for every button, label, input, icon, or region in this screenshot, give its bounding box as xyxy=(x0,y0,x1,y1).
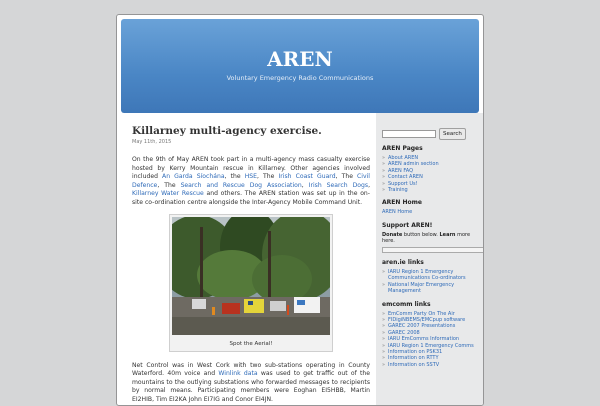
search-button[interactable]: Search xyxy=(439,128,466,140)
site-header xyxy=(121,19,479,113)
sidebar-emcomm-link[interactable]: Information on SSTV xyxy=(388,361,440,368)
widget-title: emcomm links xyxy=(382,300,431,308)
sidebar-emcomm-link[interactable]: GAREC 2008 xyxy=(388,329,420,336)
emcomm-links-list xyxy=(382,311,482,369)
site-title-link[interactable]: AREN xyxy=(267,47,333,71)
post-paragraph-1 xyxy=(132,156,370,208)
sidebar-widgets xyxy=(382,145,482,374)
sidebar-emcomm-link[interactable]: EmComm Party On The Air xyxy=(388,310,455,317)
sidebar-page-link[interactable]: Support Us! xyxy=(388,180,418,187)
link-search-rescue-dogs[interactable]: Search and Rescue Dog Association xyxy=(180,181,302,189)
sidebar-emcomm-link[interactable]: IARU EmComms Information xyxy=(388,336,460,343)
donate-word: Donate xyxy=(382,231,403,238)
donate-embed[interactable] xyxy=(382,247,484,253)
text-span: , The xyxy=(257,173,279,181)
sidebar-arenie-item xyxy=(382,269,482,282)
text-span: Net Control was in West Cork with two sub-stations operating in County Waterford. 40m voice and xyxy=(132,361,370,378)
sidebar-page-link[interactable]: Training xyxy=(388,187,408,194)
widget-aren-pages xyxy=(382,145,482,193)
aren-home-link[interactable]: AREN Home xyxy=(382,209,413,216)
search-form xyxy=(382,123,466,142)
text-span: more here. xyxy=(382,231,471,245)
learn-word[interactable]: Learn xyxy=(439,231,456,238)
widget-title: aren.ie links xyxy=(382,258,424,266)
site-description: Voluntary Emergency Radio Communications xyxy=(226,74,374,82)
arenie-links-list xyxy=(382,269,482,295)
link-hse[interactable]: HSE xyxy=(244,173,258,181)
widget-title: Support AREN! xyxy=(382,221,433,229)
link-garda[interactable]: An Garda Síochána xyxy=(162,173,225,181)
widget-support xyxy=(382,222,482,253)
post-title[interactable]: Killarney multi-agency exercise. xyxy=(132,125,322,137)
post-entry xyxy=(132,156,370,405)
sidebar xyxy=(376,113,484,406)
widget-arenie-links xyxy=(382,259,482,295)
link-civil-defence[interactable]: Civil Defence xyxy=(132,173,370,189)
text-span: , the xyxy=(224,173,245,181)
sidebar-page-link[interactable]: AREN FAQ xyxy=(388,167,414,174)
widget-emcomm-links xyxy=(382,301,482,369)
widget-aren-home xyxy=(382,199,482,216)
sidebar-page-link[interactable]: AREN admin section xyxy=(388,161,439,168)
support-text xyxy=(382,232,482,245)
widget-title: AREN Pages xyxy=(382,145,423,152)
sidebar-page-link[interactable]: About AREN xyxy=(388,155,419,161)
text-span: button below. xyxy=(402,231,440,238)
text-span: and others. The AREN station was set up in the on-site co-ordination centre alongside the Inter-Agency Mobile Command Unit. xyxy=(132,190,370,206)
link-killarney-water-rescue[interactable]: Killarney Water Rescue xyxy=(132,190,204,198)
sidebar-page-link[interactable]: Contact AREN xyxy=(388,174,423,181)
sidebar-emcomm-link[interactable]: GAREC 2007 Presentations xyxy=(388,323,456,330)
pages-list xyxy=(382,155,482,193)
main-content xyxy=(132,125,370,406)
sidebar-arenie-link[interactable]: National Major Emergency Management xyxy=(388,281,455,295)
link-winlink[interactable]: Winlink data xyxy=(218,370,258,378)
link-irish-search-dogs[interactable]: Irish Search Dogs xyxy=(308,181,369,189)
sidebar-emcomm-link[interactable]: Information on PSK31 xyxy=(388,349,443,355)
sidebar-emcomm-item xyxy=(382,362,482,368)
search-input[interactable] xyxy=(382,130,436,138)
sidebar-emcomm-link[interactable]: IARU Region 1 Emergency Comms xyxy=(388,342,474,349)
page-container xyxy=(116,14,484,406)
sidebar-emcomm-link[interactable]: Information on RTTY xyxy=(388,355,439,362)
text-span: was used to get traffic out of the mountains to the outlying substations who forwarded messages to recipients by normal means. Participating members were Eoghan EI5HBB, Martin EI2HIB, Tim EI2KA John EI7IG and Conor EI4JN. xyxy=(132,370,370,403)
sidebar-arenie-link[interactable]: IARU Region 1 Emergency Communications Co-ordinators xyxy=(388,268,466,282)
post-paragraph-2 xyxy=(132,362,370,405)
text-span: , xyxy=(368,181,370,189)
text-span: , The xyxy=(335,173,358,181)
sidebar-arenie-item xyxy=(382,282,482,295)
sidebar-emcomm-link[interactable]: FIDigiNBEMS/EMCpup software xyxy=(388,316,466,323)
widget-title: AREN Home xyxy=(382,199,422,207)
text-span: , The xyxy=(157,181,181,189)
sidebar-page-item xyxy=(382,187,482,193)
post-figure xyxy=(169,214,333,352)
post-date: May 11th, 2015 xyxy=(132,139,172,145)
link-coast-guard[interactable]: Irish Coast Guard xyxy=(278,173,336,181)
figure-caption: Spot the Aerial! xyxy=(229,340,273,347)
exercise-photo[interactable] xyxy=(172,217,330,335)
text-span: On the 9th of May AREN took part in a multi-agency mass casualty exercise hosted by Kerry Mountain rescue in Killarney. Other agencies involved included xyxy=(132,156,370,181)
text-span: , xyxy=(301,181,309,189)
